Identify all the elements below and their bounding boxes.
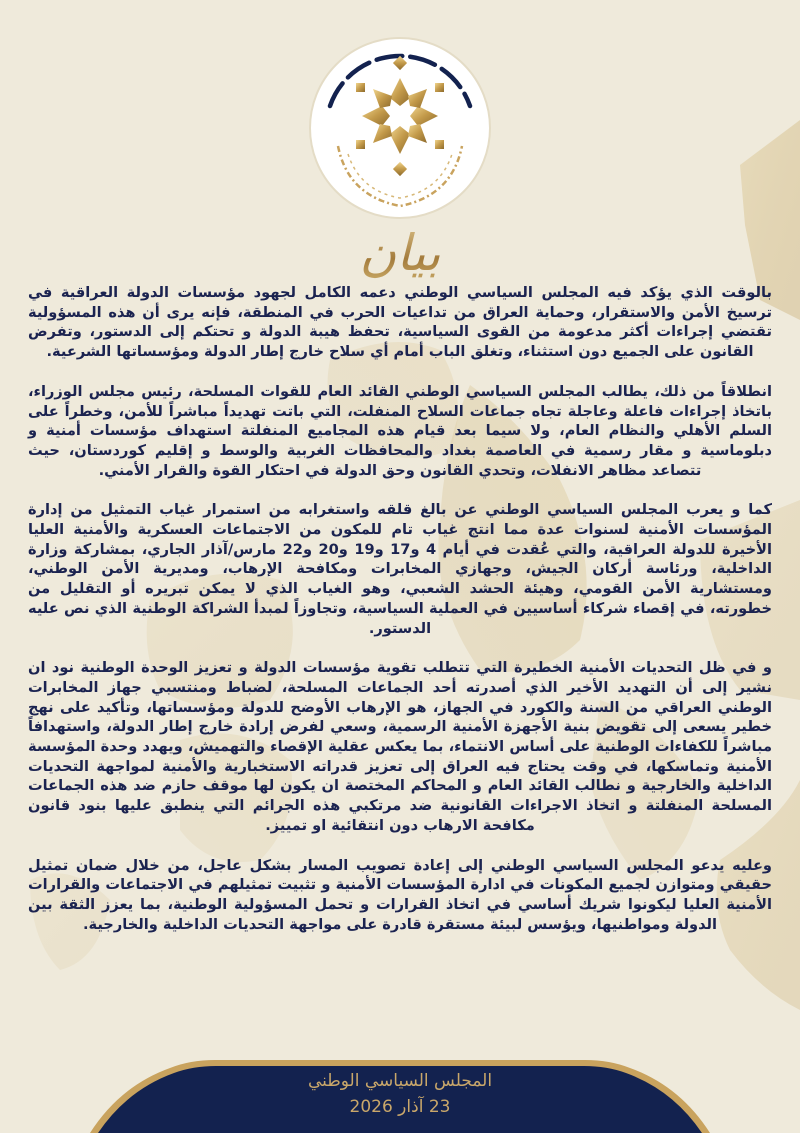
logo-emblem <box>308 36 492 220</box>
document-title <box>0 222 800 284</box>
signature-footer <box>0 1058 800 1133</box>
paragraph: وعليه يدعو المجلس السياسي الوطني إلى إعادة تصويب المسار بشكل عاجل، من خلال ضمان تمثيل حقيقي ومتوازن لجميع المكونات في ادارة المؤسسات الأمنية و تثبيت تمثيلهم في الاجتماعات والقرارات الأمنية العليا ليكونوا شريك أساسي في اتخاذ القرارات و تحمل المسؤولية الوطنية، بما يعزز الثقة بين الدولة ومواطنيها، ويؤسس لبيئة مستقرة قادرة على مواجهة التحديات الداخلية والخارجية. <box>28 856 772 933</box>
paragraph: كما و يعرب المجلس السياسي الوطني عن بالغ قلقه واستغرابه من استمرار غياب التمثيل من إدارة المؤسسات الأمنية لسنوات عدة مما انتج غياب تام للمكون من الاجتماعات العسكرية والأمنية العليا الأخيرة للدولة العراقية، والتي عُقدت في أيام 4 و17 و19 و20 و22 مارس/آذار الجاري، بمشاركة وزارة الداخلية، ورئاسة أركان الجيش، وجهازي المخابرات ومكافحة الإرهاب، ومديرية الأمن الوطني، ومستشارية الأمن القومي، وهيئة الحشد الشعبي، وهو الغياب الذي لا يمكن تبريره أو التقليل من خطورته، في إقصاء شركاء أساسيين في العملية السياسية، وتجاوزاً لمبدأ الشراكة الوطنية الذي نص عليه الدستور. <box>28 501 773 637</box>
title-text: بيان <box>359 224 441 282</box>
signature-issuer: المجلس السياسي الوطني <box>307 1071 493 1091</box>
organization-logo <box>308 36 492 220</box>
paragraph: بالوقت الذي يؤكد فيه المجلس السياسي الوطني دعمه الكامل لجهود مؤسسات الدولة العراقية في ترسيخ الأمن والاستقرار، وحماية العراق من تداعيات الحرب في المنطقة، فإنه يرى أن هذه المسؤولية تقتضي إجراءات أكثر مدعومة من القوى السياسية، تحفظ هيبة الدولة و تحتكم إلى الدستور، وتفرض القانون على الجميع دون استثناء، وتغلق الباب أمام أي سلاح خارج إطار الدولة ومؤسساتها الشرعية. <box>28 284 772 361</box>
signature-date: 23 آذار 2026 <box>349 1097 451 1117</box>
paragraph: انطلاقاً من ذلك، يطالب المجلس السياسي الوطني القائد العام للقوات المسلحة، رئيس مجلس الوزراء، باتخاذ إجراءات فاعلة وعاجلة تجاه جماعات السلاح المنفلت، التي باتت تهديداً مباشراً للأمن، وخطراً على السلم الأهلي والنظام العام، ولا سيما بعد قيام هذه المجاميع المنفلتة استهداف مؤسسات أمنية و دبلوماسية و مقار رسمية في العاصمة بغداد والمحافظات الغربية والوسط و إقليم كوردستان، حيث تتصاعد مظاهر الانفلات، وتحدي القانون وحق الدولة في احتكار القوة والقرار الأمني. <box>28 382 772 479</box>
paragraph: و في ظل التحديات الأمنية الخطيرة التي تتطلب تقوية مؤسسات الدولة و تعزيز الوحدة الوطنية نود ان نشير إلى أن التهديد الأخير الذي أصدرته أحد الجماعات المسلحة، لضباط ومنتسبي جهاز المخابرات الوطني العراقي من السنة والكورد في الجهاز، هو الإرهاب الأوضح للدولة ومؤسساتها، وتأكيد على نهج خطير يسعى إلى تقويض بنية الأجهزة الأمنية الرسمية، وسعي لفرض إرادة خارج إطار الدولة، واستهدافاً مباشراً للكفاءات الوطنية على أساس الانتماء، بما يعكس عقلية الإقصاء والتهميش، ويهدد وحدة المؤسسة الأمنية وتماسكها، في وقت يحتاج فيه العراق إلى تعزيز قدراته الاستخبارية والأمنية لمواجهة التحديات الداخلية والخارجية و نطالب القائد العام و المحاكم المختصة ان يكون لها موقف حازم ضد هذه الجماعات المسلحة المنفلتة و اتخاذ الاجراءات القانونية ضد مرتكبي هذه الجرائم التي ينطبق عليها بنود قانون مكافحة الارهاب دون انتقائية او تمييز. <box>28 659 772 834</box>
statement-body <box>28 283 772 972</box>
